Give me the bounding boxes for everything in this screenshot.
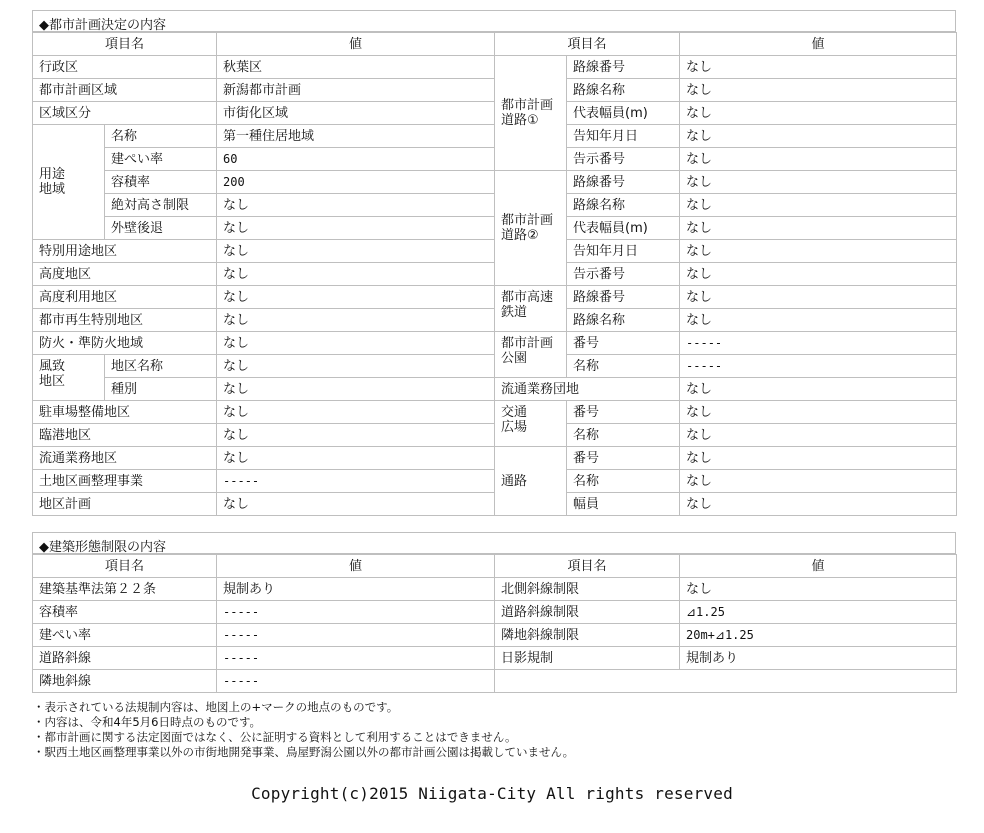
row-value: ----- <box>680 355 957 378</box>
table-row <box>33 447 957 470</box>
toshikeikaku-table <box>32 32 957 516</box>
table-row <box>33 578 957 601</box>
row-label: 土地区画整理事業 <box>33 470 217 493</box>
row-value: なし <box>217 286 495 309</box>
row-value: なし <box>680 424 957 447</box>
row-label: 代表幅員(m) <box>567 102 680 125</box>
header-item: 項目名 <box>33 555 217 578</box>
row-value: なし <box>680 56 957 79</box>
row-value: なし <box>217 378 495 401</box>
row-value: なし <box>680 286 957 309</box>
row-label: 幅員 <box>567 493 680 516</box>
row-label: 路線番号 <box>567 171 680 194</box>
group-label: 都市計画 公園 <box>495 332 567 378</box>
kenchiku-table <box>32 554 957 693</box>
row-label: 防火・準防火地域 <box>33 332 217 355</box>
row-label: 種別 <box>105 378 217 401</box>
row-value: なし <box>217 355 495 378</box>
row-label: 番号 <box>567 332 680 355</box>
row-label: 容積率 <box>33 601 217 624</box>
row-value: なし <box>217 240 495 263</box>
row-label: 都市計画区域 <box>33 79 217 102</box>
row-value: なし <box>680 79 957 102</box>
group-label: 都市計画 道路① <box>495 56 567 171</box>
row-label: 絶対高さ制限 <box>105 194 217 217</box>
header-value-2: 値 <box>680 555 957 578</box>
row-value: 新潟都市計画 <box>217 79 495 102</box>
note-line: ・駅西土地区画整理事業以外の市街地開発事業、鳥屋野潟公園以外の都市計画公園は掲載していません。 <box>33 745 575 759</box>
row-label: 高度利用地区 <box>33 286 217 309</box>
row-value: ----- <box>217 670 495 693</box>
row-label: 地区計画 <box>33 493 217 516</box>
row-label: 名称 <box>567 355 680 378</box>
row-value: なし <box>217 263 495 286</box>
row-value: なし <box>680 493 957 516</box>
row-label: 建ぺい率 <box>105 148 217 171</box>
group-label: 都市計画 道路② <box>495 171 567 286</box>
table-row <box>33 624 957 647</box>
row-label: 名称 <box>567 424 680 447</box>
row-label: 番号 <box>567 447 680 470</box>
row-value: ----- <box>680 332 957 355</box>
table-row <box>33 171 957 194</box>
row-label: 区域区分 <box>33 102 217 125</box>
row-label: 番号 <box>567 401 680 424</box>
row-label: 高度地区 <box>33 263 217 286</box>
row-value: なし <box>680 578 957 601</box>
note-line: ・内容は、令和4年5月6日時点のものです。 <box>33 715 262 729</box>
row-value: なし <box>680 102 957 125</box>
row-label: 駐車場整備地区 <box>33 401 217 424</box>
row-value: なし <box>680 125 957 148</box>
row-label: 名称 <box>105 125 217 148</box>
row-value: なし <box>680 401 957 424</box>
row-value: 秋葉区 <box>217 56 495 79</box>
row-label: 道路斜線 <box>33 647 217 670</box>
row-label: 代表幅員(m) <box>567 217 680 240</box>
row-value: ----- <box>217 470 495 493</box>
note-line: ・表示されている法規制内容は、地図上の+マークの地点のものです。 <box>33 700 399 714</box>
row-value: なし <box>680 263 957 286</box>
row-label: 告示番号 <box>567 148 680 171</box>
row-label: 日影規制 <box>495 647 680 670</box>
row-label: 建ぺい率 <box>33 624 217 647</box>
row-value: ----- <box>217 647 495 670</box>
row-value: 第一種住居地域 <box>217 125 495 148</box>
row-label: 北側斜線制限 <box>495 578 680 601</box>
table-row <box>33 286 957 309</box>
group-label: 交通 広場 <box>495 401 567 447</box>
empty-cell <box>495 670 957 693</box>
row-label: 隣地斜線 <box>33 670 217 693</box>
group-label: 都市高速 鉄道 <box>495 286 567 332</box>
row-label: 隣地斜線制限 <box>495 624 680 647</box>
row-value: なし <box>217 217 495 240</box>
row-value: 規制あり <box>217 578 495 601</box>
row-value: 市街化区域 <box>217 102 495 125</box>
note-line: ・都市計画に関する法定図面ではなく、公に証明する資料として利用することはできません。 <box>33 730 517 744</box>
row-value: 20m+⊿1.25 <box>680 624 957 647</box>
table-row <box>33 670 957 693</box>
section-title-toshikeikaku: ◆都市計画決定の内容 <box>32 10 956 32</box>
copyright: Copyright(c)2015 Niigata-City All rights reserved <box>251 784 733 803</box>
row-value: 規制あり <box>680 647 957 670</box>
table-row <box>33 56 957 79</box>
row-value: なし <box>217 309 495 332</box>
row-value: なし <box>680 240 957 263</box>
row-value: ----- <box>217 601 495 624</box>
header-value: 値 <box>217 33 495 56</box>
table-row <box>33 647 957 670</box>
table-row <box>33 378 957 401</box>
row-value: なし <box>680 171 957 194</box>
row-value: なし <box>217 401 495 424</box>
row-label: 建築基準法第２２条 <box>33 578 217 601</box>
row-value: ⊿1.25 <box>680 601 957 624</box>
row-label: 路線名称 <box>567 309 680 332</box>
row-label: 特別用途地区 <box>33 240 217 263</box>
header-value-2: 値 <box>680 33 957 56</box>
row-label: 流通業務地区 <box>33 447 217 470</box>
row-label: 外壁後退 <box>105 217 217 240</box>
row-label: 告示番号 <box>567 263 680 286</box>
row-label: 臨港地区 <box>33 424 217 447</box>
table-row <box>33 601 957 624</box>
row-value: なし <box>680 217 957 240</box>
row-label: 流通業務団地 <box>495 378 680 401</box>
row-label: 路線番号 <box>567 286 680 309</box>
table-row <box>33 332 957 355</box>
row-label: 都市再生特別地区 <box>33 309 217 332</box>
row-value: なし <box>217 424 495 447</box>
notes <box>33 700 963 760</box>
group-label: 通路 <box>495 447 567 516</box>
group-label: 風致 地区 <box>33 355 105 401</box>
header-item-2: 項目名 <box>495 555 680 578</box>
table-header-row <box>33 33 957 56</box>
row-value: なし <box>680 470 957 493</box>
row-value: 200 <box>217 171 495 194</box>
table-header-row <box>33 555 957 578</box>
row-label: 路線名称 <box>567 79 680 102</box>
row-value: ----- <box>217 624 495 647</box>
row-label: 容積率 <box>105 171 217 194</box>
row-label: 告知年月日 <box>567 240 680 263</box>
row-value: なし <box>680 309 957 332</box>
row-value: なし <box>680 447 957 470</box>
row-value: 60 <box>217 148 495 171</box>
row-value: なし <box>217 493 495 516</box>
header-item-2: 項目名 <box>495 33 680 56</box>
row-value: なし <box>217 332 495 355</box>
row-value: なし <box>217 447 495 470</box>
header-value: 値 <box>217 555 495 578</box>
row-label: 名称 <box>567 470 680 493</box>
row-label: 路線番号 <box>567 56 680 79</box>
row-label: 道路斜線制限 <box>495 601 680 624</box>
row-value: なし <box>680 378 957 401</box>
table-row <box>33 401 957 424</box>
row-label: 告知年月日 <box>567 125 680 148</box>
row-value: なし <box>680 194 957 217</box>
row-value: なし <box>680 148 957 171</box>
row-label: 地区名称 <box>105 355 217 378</box>
row-value: なし <box>217 194 495 217</box>
group-label: 用途 地域 <box>33 125 105 240</box>
row-label: 行政区 <box>33 56 217 79</box>
section-title-kenchiku: ◆建築形態制限の内容 <box>32 532 956 554</box>
header-item: 項目名 <box>33 33 217 56</box>
row-label: 路線名称 <box>567 194 680 217</box>
